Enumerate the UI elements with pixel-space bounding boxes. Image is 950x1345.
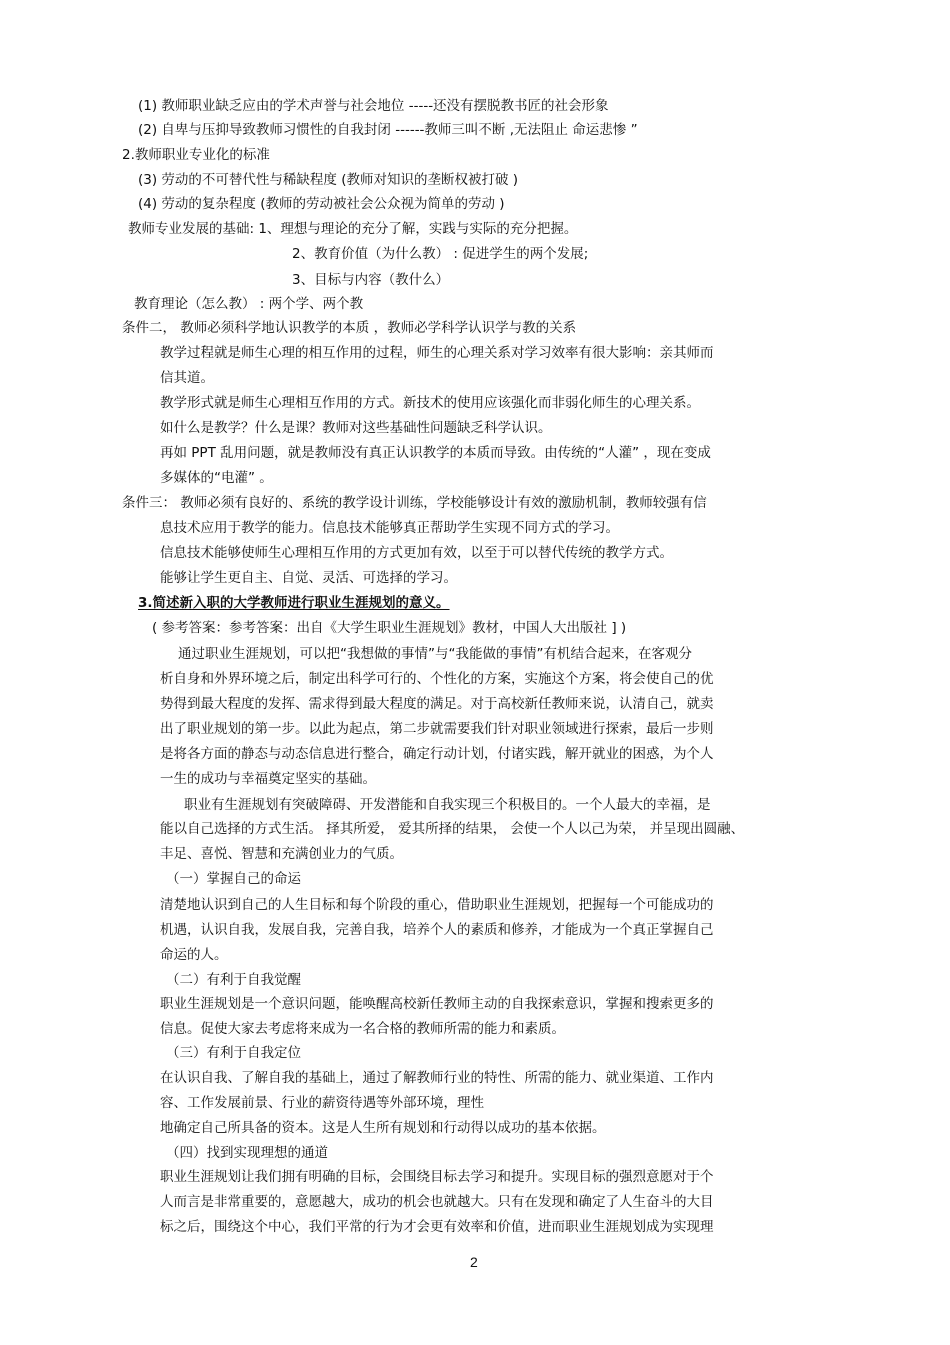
text-line: 教师专业发展的基础: 1、理想与理论的充分了解，实践与实际的充分把握。 [128,221,578,237]
page-number: 2 [470,1254,478,1270]
text-line: 3.简述新入职的大学教师进行职业生涯规划的意义。 [138,595,450,611]
text-line: (1) 教师职业缺乏应由的学术声誉与社会地位 -----还没有摆脱教书匠的社会形象 [138,98,609,114]
text-line: 条件二， 教师必须科学地认识教学的本质 ，教师必学科学认识学与教的关系 [122,320,577,336]
text-line: 命运的人。 [160,947,228,963]
text-line: 职业有生涯规划有突破障碍、开发潜能和自我实现三个积极目的。一个人最大的幸福，是 [184,797,711,813]
text-line: 清楚地认识到自己的人生目标和每个阶段的重心，借助职业生涯规划，把握每一个可能成功的 [160,897,714,913]
text-line: 地确定自己所具备的资本。这是人生所有规划和行动得以成功的基本依据。 [160,1120,606,1136]
text-line: 丰足、喜悦、智慧和充满创业力的气质。 [160,846,403,862]
text-line: （二）有利于自我觉醒 [166,972,301,988]
text-line: 能以自己选择的方式生活。 择其所爱， 爱其所择的结果， 会使一个人以己为荣， 并呈现出圆融、 [160,821,745,837]
text-line: 人而言是非常重要的，意愿越大，成功的机会也就越大。只有在发现和确定了人生奋斗的大目 [160,1194,714,1210]
text-line: 在认识自我、了解自我的基础上，通过了解教师行业的特性、所需的能力、就业渠道、工作内 [160,1070,714,1086]
text-line: 标之后，围绕这个中心，我们平常的行为才会更有效率和价值，进而职业生涯规划成为实现理 [160,1219,714,1235]
text-line: （一）掌握自己的命运 [166,871,301,887]
text-line: 析自身和外界环境之后，制定出科学可行的、个性化的方案，实施这个方案，将会使自己的优 [160,671,714,687]
text-line: 教学过程就是师生心理的相互作用的过程，师生的心理关系对学习效率有很大影响：亲其师而 [160,345,714,361]
text-line: 2、教育价值（为什么教） : 促进学生的两个发展; [292,246,589,262]
text-line: 出了职业规划的第一步。以此为起点，第二步就需要我们针对职业领域进行探索，最后一步则 [160,721,714,737]
text-line: (2) 自卑与压抑导致教师习惯性的自我封闭 ------教师三叫不断 ,无法阻止 命运悲惨 ” [138,122,638,138]
text-line: 教学形式就是师生心理相互作用的方式。新技术的使用应该强化而非弱化师生的心理关系。 [160,395,700,411]
text-line: 再如 PPT 乱用问题，就是教师没有真正认识教学的本质而导致。由传统的“人灌” ，现在变成 [160,445,711,461]
text-line: 是将各方面的静态与动态信息进行整合，确定行动计划，付诸实践，解开就业的困惑，为个人 [160,746,714,762]
text-line: 息技术应用于教学的能力。信息技术能够真正帮助学生实现不同方式的学习。 [160,520,619,536]
text-line: 信息技术能够使师生心理相互作用的方式更加有效，以至于可以替代传统的教学方式。 [160,545,673,561]
text-line: ( 参考答案：参考答案：出自《大学生职业生涯规划》教材，中国人大出版社 ] ) [152,620,627,636]
text-line: 信其道。 [160,370,214,386]
text-line: 能够让学生更自主、自觉、灵活、可选择的学习。 [160,570,457,586]
text-line: 条件三： 教师必须有良好的、系统的教学设计训练，学校能够设计有效的激励机制，教师较强有信 [122,495,707,511]
text-line: 通过职业生涯规划，可以把“我想做的事情”与“我能做的事情”有机结合起来，在客观分 [178,646,692,662]
text-line: 教育理论（怎么教） : 两个学、两个教 [134,296,364,312]
text-line: 信息。促使大家去考虑将来成为一名合格的教师所需的能力和素质。 [160,1021,565,1037]
text-line: (4) 劳动的复杂程度 (教师的劳动被社会公众视为简单的劳动 ) [138,196,505,212]
text-line: 机遇，认识自我，发展自我，完善自我，培养个人的素质和修养，才能成为一个真正掌握自己 [160,922,714,938]
text-line: 一生的成功与幸福奠定坚实的基础。 [160,771,376,787]
text-line: 职业生涯规划让我们拥有明确的目标，会围绕目标去学习和提升。实现目标的强烈意愿对于个 [160,1169,714,1185]
text-line: 2.教师职业专业化的标准 [122,147,270,163]
text-line: （四）找到实现理想的通道 [166,1145,328,1161]
text-line: (3) 劳动的不可替代性与稀缺程度 (教师对知识的垄断权被打破 ) [138,172,519,188]
text-line: 多媒体的“电灌” 。 [160,470,273,486]
text-line: 如什么是教学？什么是课？教师对这些基础性问题缺乏科学认识。 [160,420,552,436]
text-line: 容、工作发展前景、行业的薪资待遇等外部环境，理性 [160,1095,484,1111]
text-line: 势得到最大程度的发挥、需求得到最大程度的满足。对于高校新任教师来说，认清自己，就卖 [160,696,714,712]
text-line: 3、目标与内容（教什么） [292,272,450,288]
text-line: （三）有利于自我定位 [166,1045,301,1061]
text-line: 职业生涯规划是一个意识问题，能唤醒高校新任教师主动的自我探索意识，掌握和搜索更多的 [160,996,714,1012]
